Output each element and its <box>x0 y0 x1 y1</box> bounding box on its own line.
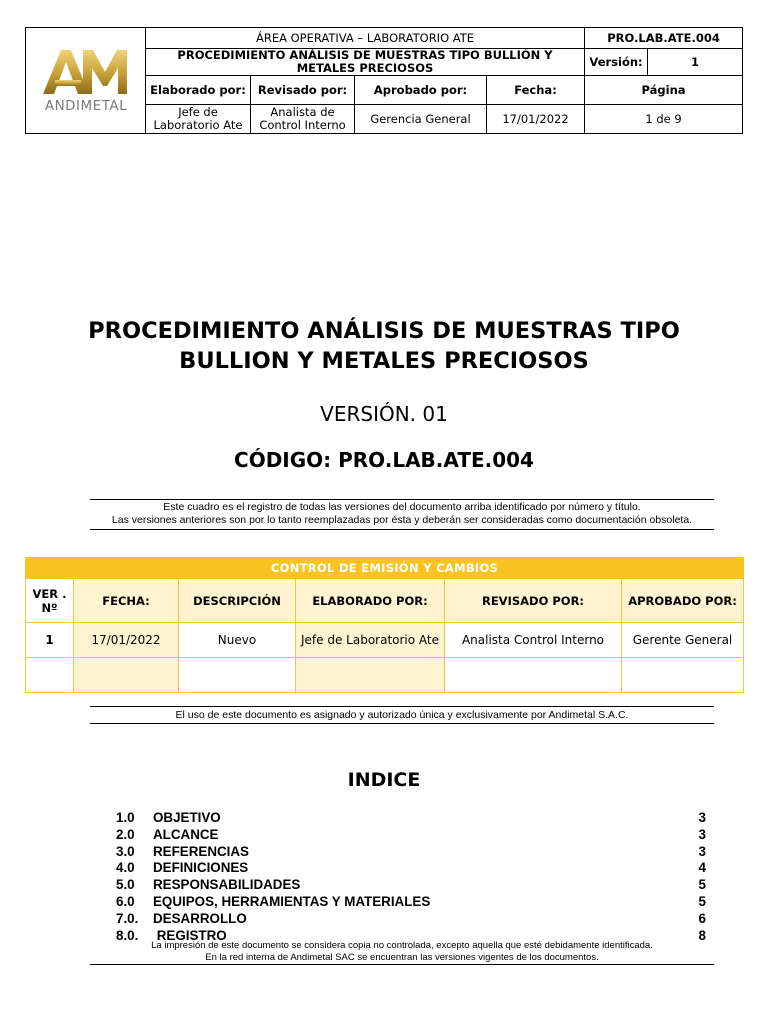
col-header-fecha: FECHA: <box>74 579 179 623</box>
svg-text:ANDIMETAL: ANDIMETAL <box>44 98 127 114</box>
cell-revisado: Analista Control Interno <box>445 623 622 658</box>
cell-aprobado: Gerente General <box>622 623 744 658</box>
footer-line-1: La impresión de este documento se considera copia no controlada, excepto aquella que esté debidamente identificada. <box>151 940 653 951</box>
company-logo <box>26 28 146 134</box>
version-notice-line-1: Este cuadro es el registro de todas las versiones del documento arriba identificado por número y título. <box>163 501 641 513</box>
elaborado-value-cell: Jefe de Laboratorio Ate <box>146 105 251 134</box>
control-table-caption: CONTROL DE EMISIÓN Y CAMBIOS <box>26 558 744 579</box>
document-title: PROCEDIMIENTO ANÁLISIS DE MUESTRAS TIPO BULLION Y METALES PRECIOSOS <box>88 318 680 374</box>
pagina-value-cell: 1 de 9 <box>585 105 743 134</box>
list-item[interactable]: 8.0. REGISTRO 8 <box>116 927 706 943</box>
code-line: CÓDIGO: PRO.LAB.ATE.004 <box>234 448 534 472</box>
list-item[interactable]: 4.0 DEFINICIONES 4 <box>116 860 706 876</box>
footer-notice <box>90 940 714 965</box>
list-item[interactable]: 3.0 REFERENCIAS 3 <box>116 843 706 859</box>
col-header-ver: VER . Nº <box>26 579 74 623</box>
revisado-label-cell: Revisado por: <box>251 76 355 105</box>
procedure-title-cell: PROCEDIMIENTO ANÁLISIS DE MUESTRAS TIPO BULLIÓN Y METALES PRECIOSOS <box>146 49 585 76</box>
col-header-revisado: REVISADO POR: <box>445 579 622 623</box>
andimetal-logo-icon <box>31 44 141 114</box>
index-title: INDICE <box>347 769 421 791</box>
cell-descripcion: Nuevo <box>179 623 296 658</box>
cell-empty <box>445 658 622 693</box>
col-header-elaborado: ELABORADO POR: <box>296 579 445 623</box>
cell-empty <box>296 658 445 693</box>
cell-empty <box>74 658 179 693</box>
elaborado-label-cell: Elaborado por: <box>146 76 251 105</box>
revisado-value-cell: Analista de Control Interno <box>251 105 355 134</box>
table-row <box>26 623 744 658</box>
aprobado-label-cell: Aprobado por: <box>355 76 487 105</box>
version-label-cell: Versión: <box>585 49 648 76</box>
fecha-value-cell: 17/01/2022 <box>487 105 585 134</box>
area-cell: ÁREA OPERATIVA – LABORATORIO ATE <box>146 28 585 49</box>
col-header-aprobado: APROBADO POR: <box>622 579 744 623</box>
version-notice <box>90 499 714 530</box>
usage-notice: El uso de este documento es asignado y autorizado única y exclusivamente por Andimetal S.A.C. <box>90 706 714 724</box>
document-header-table <box>25 27 743 134</box>
fecha-label-cell: Fecha: <box>487 76 585 105</box>
aprobado-value-cell: Gerencia General <box>355 105 487 134</box>
version-line: VERSIÓN. 01 <box>320 402 448 426</box>
control-emision-table <box>25 557 744 693</box>
cell-empty <box>179 658 296 693</box>
footer-line-2: En la red interna de Andimetal SAC se encuentran las versiones vigentes de los documentos. <box>205 951 599 963</box>
document-code-cell: PRO.LAB.ATE.004 <box>585 28 743 49</box>
cell-elaborado: Jefe de Laboratorio Ate <box>296 623 445 658</box>
cell-empty <box>622 658 744 693</box>
table-row-empty <box>26 658 744 693</box>
cell-ver: 1 <box>26 623 74 658</box>
index-list <box>116 810 706 944</box>
version-value-cell: 1 <box>648 49 743 76</box>
list-item[interactable]: 5.0 RESPONSABILIDADES 5 <box>116 877 706 893</box>
list-item[interactable]: 7.0. DESARROLLO 6 <box>116 910 706 926</box>
pagina-label-cell: Página <box>585 76 743 105</box>
list-item[interactable]: 6.0 EQUIPOS, HERRAMIENTAS Y MATERIALES 5 <box>116 893 706 909</box>
cell-fecha: 17/01/2022 <box>74 623 179 658</box>
version-notice-line-2: Las versiones anteriores son por lo tanto reemplazadas por ésta y deberán ser consideradas como documentación obsoleta. <box>111 514 693 526</box>
col-header-descripcion: DESCRIPCIÓN <box>179 579 296 623</box>
list-item[interactable]: 2.0 ALCANCE 3 <box>116 826 706 842</box>
list-item[interactable]: 1.0 OBJETIVO 3 <box>116 810 706 825</box>
cell-empty <box>26 658 74 693</box>
